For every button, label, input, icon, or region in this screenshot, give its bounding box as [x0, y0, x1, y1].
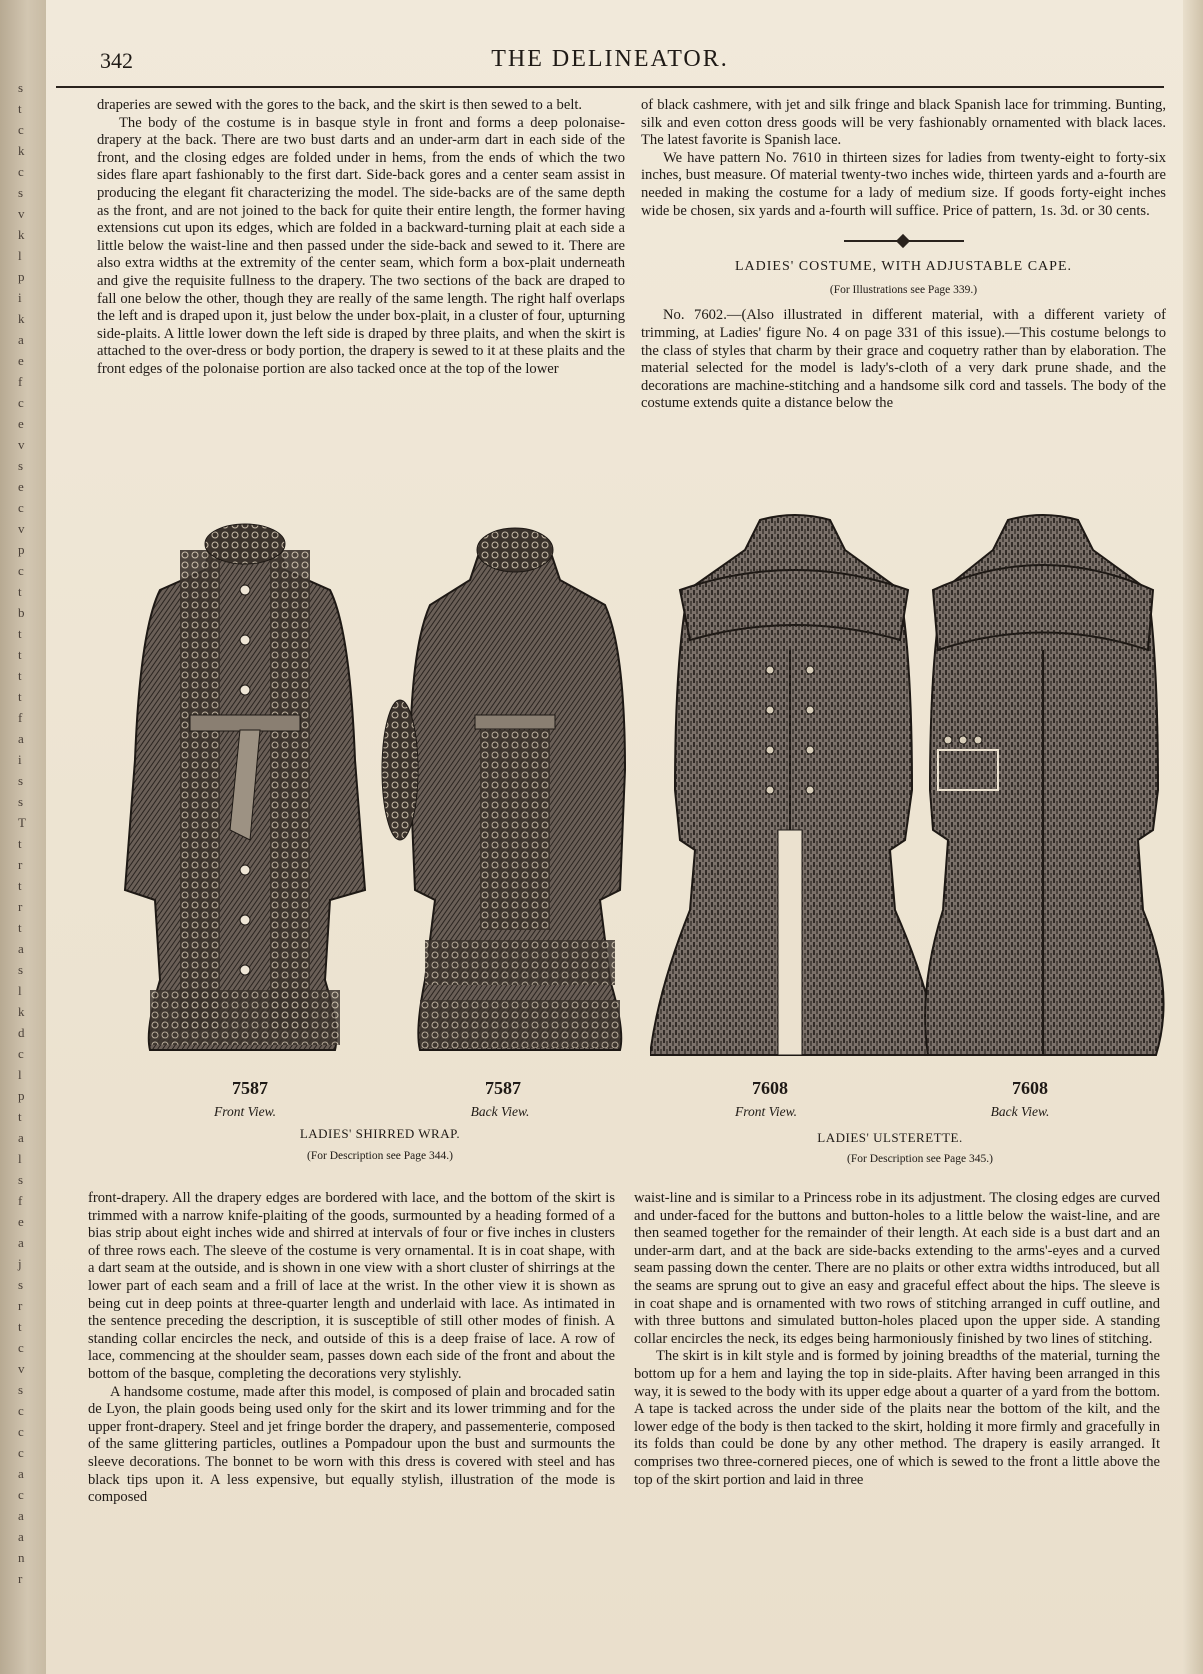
- adjacent-page-letter: j: [18, 1256, 22, 1271]
- adjacent-page-letter: l: [18, 983, 22, 998]
- adjacent-page-letter: k: [18, 311, 25, 326]
- text-column-top-right: [641, 97, 1166, 413]
- adjacent-page-letter: a: [18, 1235, 24, 1250]
- adjacent-page-letter: b: [18, 605, 25, 620]
- paragraph: of black cashmere, with jet and silk fringe and black Spanish lace for trimming. Bunting, silk and even cotton dress goods will be very fashionably ornamented with black laces. The latest favorite is Spanish lace.: [641, 97, 1166, 149]
- figure-view-label: Back View.: [470, 1104, 530, 1119]
- adjacent-page-letter: a: [18, 332, 24, 347]
- adjacent-page-letter: e: [18, 1214, 24, 1229]
- adjacent-page-letter: p: [18, 1088, 25, 1103]
- adjacent-page-letter: s: [18, 962, 24, 977]
- adjacent-page-letter: v: [18, 437, 25, 452]
- adjacent-page-letter: s: [18, 458, 24, 473]
- section-divider: [844, 236, 964, 246]
- paragraph: draperies are sewed with the gores to the back, and the skirt is then sewed to a belt.: [97, 97, 583, 113]
- adjacent-page-letter: s: [18, 1382, 24, 1397]
- ulsterette-back-illustration: [908, 510, 1198, 1070]
- adjacent-page-letter: i: [18, 752, 22, 767]
- text-column-top-left: [97, 97, 625, 379]
- pattern-number-7608-back: 7608: [1012, 1078, 1048, 1098]
- figure-caption-shirred-wrap: LADIES' SHIRRED WRAP.: [299, 1126, 461, 1141]
- page-number: 342: [100, 48, 133, 73]
- pattern-number-7587-front: 7587: [232, 1078, 268, 1098]
- adjacent-page-letter: c: [18, 1487, 24, 1502]
- paragraph: waist-line and is similar to a Princess robe in its adjustment. The closing edges are curved and under-faced for the buttons and button-holes to a little below the waist-line, and are then seamed together for the remainder of their length. At each side is a bust dart and an under-arm dart, and at the back are side-backs extending to the arms'-eyes and a curved seam passing down the center. There are no plaits or other extra widths introduced, but all the seams are sprung out to give an easy and graceful effect about the hips. The sleeve is in coat shape and is ornamented with two rows of stitching arranged in cuff outline, and with three buttons and simulated button-holes placed upon the upper side. A standing collar encircles the neck, its edges being harmoniously finished by two lines of stitching.: [634, 1190, 1160, 1347]
- adjacent-page-letter: s: [18, 1172, 24, 1187]
- adjacent-page-letter: r: [18, 1298, 23, 1313]
- adjacent-page-letter: c: [18, 1046, 24, 1061]
- section-illustration-note: (For Illustrations see Page 339.): [829, 283, 978, 296]
- adjacent-page-letter: s: [18, 1277, 24, 1292]
- ulsterette-front-illustration: [650, 510, 940, 1070]
- adjacent-page-letter: t: [18, 878, 22, 893]
- adjacent-page-letter: t: [18, 647, 22, 662]
- adjacent-page-letter: a: [18, 731, 24, 746]
- adjacent-page-letter: t: [18, 920, 22, 935]
- adjacent-page-letter: a: [18, 1130, 24, 1145]
- adjacent-page-letter: t: [18, 668, 22, 683]
- adjacent-page-letter: s: [18, 794, 24, 809]
- paragraph: A handsome costume, made after this model, is composed of plain and brocaded satin de Lyon, the plain goods being used only for the skirt and its lower trimming and for the upper front-drapery. Steel and jet fringe border the drapery, and passementerie, composed of the same glittering particles, outlines a Pompadour upon the bust and surmounts the sleeve decorations. The bonnet to be worn with this dress is covered with steel and has black tips upon it. A less expensive, but equally stylish, illustration of the mode is composed: [88, 1383, 615, 1506]
- figure-view-label: Front View.: [735, 1104, 797, 1119]
- paragraph: We have pattern No. 7610 in thirteen sizes for ladies from twenty-eight to forty-six inches, bust measure. Of material twenty-two inches wide, thirteen yards and a-fourth are needed in making the costume for a lady of medium size. If goods forty-eight inches wide be chosen, six yards and a-fourth will suffice. Price of pattern, 1s. 3d. or 30 cents.: [641, 149, 1166, 219]
- adjacent-page-letter: v: [18, 206, 25, 221]
- figure-view-label: Front View.: [214, 1104, 276, 1119]
- adjacent-page-letter: a: [18, 1466, 24, 1481]
- page-header: [56, 44, 1164, 88]
- masthead-title: THE DELINEATOR.: [491, 46, 729, 72]
- adjacent-page-letter: n: [18, 1550, 25, 1565]
- adjacent-page-letter: t: [18, 836, 22, 851]
- adjacent-page-letter: e: [18, 479, 24, 494]
- adjacent-page-letter: r: [18, 1571, 23, 1586]
- adjacent-page-letter: e: [18, 416, 24, 431]
- adjacent-page-letter: t: [18, 1109, 22, 1124]
- adjacent-page-letter: l: [18, 1067, 22, 1082]
- adjacent-page-edge: [0, 0, 47, 1674]
- pattern-number-7608-front: 7608: [752, 1078, 788, 1098]
- adjacent-page-letter: e: [18, 353, 24, 368]
- adjacent-page-letter: a: [18, 1529, 24, 1544]
- adjacent-page-letter: c: [18, 1445, 24, 1460]
- adjacent-page-letter: c: [18, 500, 24, 515]
- paragraph: front-drapery. All the drapery edges are bordered with lace, and the bottom of the skirt is trimmed with a narrow knife-plaiting of the goods, surmounted by a heading formed of a bias strip about eight inches wide and shirred at intervals of four or five inches in clusters of three rows each. The sleeve of the costume is very ornamental. It is in coat shape, with a dart seam at the outside, and is shown in one view with a short cluster of shirrings at the lower part of each seam and a frill of lace at the wrist. In the other view it is shown as being cut in deep points at three-quarter length and underlaid with lace. As intimated in the sentence preceding the description, it is susceptible of still other modes of finish. A standing collar encircles the neck, and outside of this is a deep fraise of lace. A row of lace, commencing at the shoulder seam, passes down each side of the front and about the bottom of the basque, completing the decorations very stylishly.: [88, 1190, 615, 1382]
- adjacent-page-letter: l: [18, 1151, 22, 1166]
- adjacent-page-letter: t: [18, 1319, 22, 1334]
- adjacent-page-letter: c: [18, 1340, 24, 1355]
- adjacent-page-letter: i: [18, 290, 22, 305]
- adjacent-page-letter: k: [18, 227, 25, 242]
- figure-view-label: Back View.: [990, 1104, 1050, 1119]
- adjacent-page-letter: p: [18, 542, 25, 557]
- adjacent-page-letter: v: [18, 521, 25, 536]
- adjacent-page-letter: t: [18, 689, 22, 704]
- adjacent-page-letter: f: [18, 710, 23, 725]
- adjacent-page-letter: c: [18, 1424, 24, 1439]
- pattern-number-7587-back: 7587: [485, 1078, 521, 1098]
- adjacent-page-letter: c: [18, 164, 24, 179]
- text-column-bottom-left: [88, 1190, 615, 1507]
- adjacent-page-letter: s: [18, 773, 24, 788]
- adjacent-page-letter: a: [18, 941, 24, 956]
- adjacent-page-letter: f: [18, 1193, 23, 1208]
- adjacent-page-letter: v: [18, 1361, 25, 1376]
- adjacent-page-letter: t: [18, 584, 22, 599]
- adjacent-page-letter: f: [18, 374, 23, 389]
- shirred-wrap-back-illustration: [370, 510, 660, 1070]
- adjacent-page-letter: r: [18, 857, 23, 872]
- figure-caption-ulsterette: LADIES' ULSTERETTE.: [817, 1130, 963, 1145]
- shirred-wrap-front-illustration: [100, 510, 390, 1070]
- adjacent-page-letter: s: [18, 80, 24, 95]
- adjacent-page-letter: k: [18, 1004, 25, 1019]
- adjacent-page-letter: T: [18, 815, 26, 830]
- figure-caption-note: (For Description see Page 344.): [307, 1150, 453, 1162]
- adjacent-page-letter: s: [18, 185, 24, 200]
- adjacent-page-letter: c: [18, 122, 24, 137]
- adjacent-page-letter: p: [18, 269, 25, 284]
- adjacent-page-letter: a: [18, 1508, 24, 1523]
- adjacent-page-letter: t: [18, 626, 22, 641]
- adjacent-page-letter: c: [18, 1403, 24, 1418]
- paragraph: The body of the costume is in basque style in front and forms a deep polonaise-drapery at the back. There are two bust darts and an under-arm dart in each side of the front, and the closing edges are folded under in hems, from the ends of which the two sides flare apart fashionably to the first dart. Side-back gores and a center seam assist in producing the elegant fit characterizing the model. The side-backs are of the same depth as the front, and are not joined to the back for quite their entire length, the former having extensions cut upon its edges, which are folded in a backward-turning plait at each side a little below the waist-line and then passed under the side-back and sewed to it. There are also extra widths at the extremity of the center seam, which form a box-plait underneath and give the requisite fullness to the drapery. The two sections of the back are draped to fall one below the other, though they are really of the same length. The right half overlaps the left and is draped upon it, just below the under box-plait, in a cluster of four, upturning side-plaits. A little lower down the left side is draped by three plaits, and when the skirt is attached to the over-dress or body portion, the drapery is sewed to it at these plaits and the front edges of the polonaise portion are also tacked once at the top of the lower: [97, 114, 625, 377]
- paragraph: No. 7602.—(Also illustrated in different material, with a different variety of trimming, at Ladies' figure No. 4 on page 331 of this issue).—This costume belongs to the class of styles that charm by their grace and coquetry rather than by elaboration. The material selected for the model is lady's-cloth of a very dark prune shade, and the decorations are machine-stitching and a handsome silk cord and tassels. The body of the costume extends quite a distance below the: [641, 307, 1166, 412]
- paragraph: The skirt is in kilt style and is formed by joining breadths of the material, turning the bottom up for a hem and laying the top in side-plaits. After having been arranged in this way, it is sewed to the body with its upper edge about a quarter of a yard from the bottom. A tape is tacked across the under side of the plaits near the bottom of the kilt, and the lower edge of the body is then tacked to the skirt, holding it more firmly and gracefully in its folds than could be done by any other method. The drapery is easily arranged. It comprises two three-cornered pieces, one of which is sewed to the front a little above the top of the skirt portion and laid in three: [634, 1348, 1160, 1488]
- adjacent-page-letter: k: [18, 143, 25, 158]
- adjacent-page-letter: t: [18, 101, 22, 116]
- adjacent-page-letter: r: [18, 899, 23, 914]
- text-column-bottom-right: [634, 1190, 1160, 1489]
- adjacent-page-letter: c: [18, 395, 24, 410]
- adjacent-page-letter: d: [18, 1025, 25, 1040]
- section-title: LADIES' COSTUME, WITH ADJUSTABLE CAPE.: [734, 259, 1073, 275]
- figure-caption-note: (For Description see Page 345.): [847, 1153, 993, 1165]
- adjacent-page-letter: c: [18, 563, 24, 578]
- adjacent-page-letter: l: [18, 248, 22, 263]
